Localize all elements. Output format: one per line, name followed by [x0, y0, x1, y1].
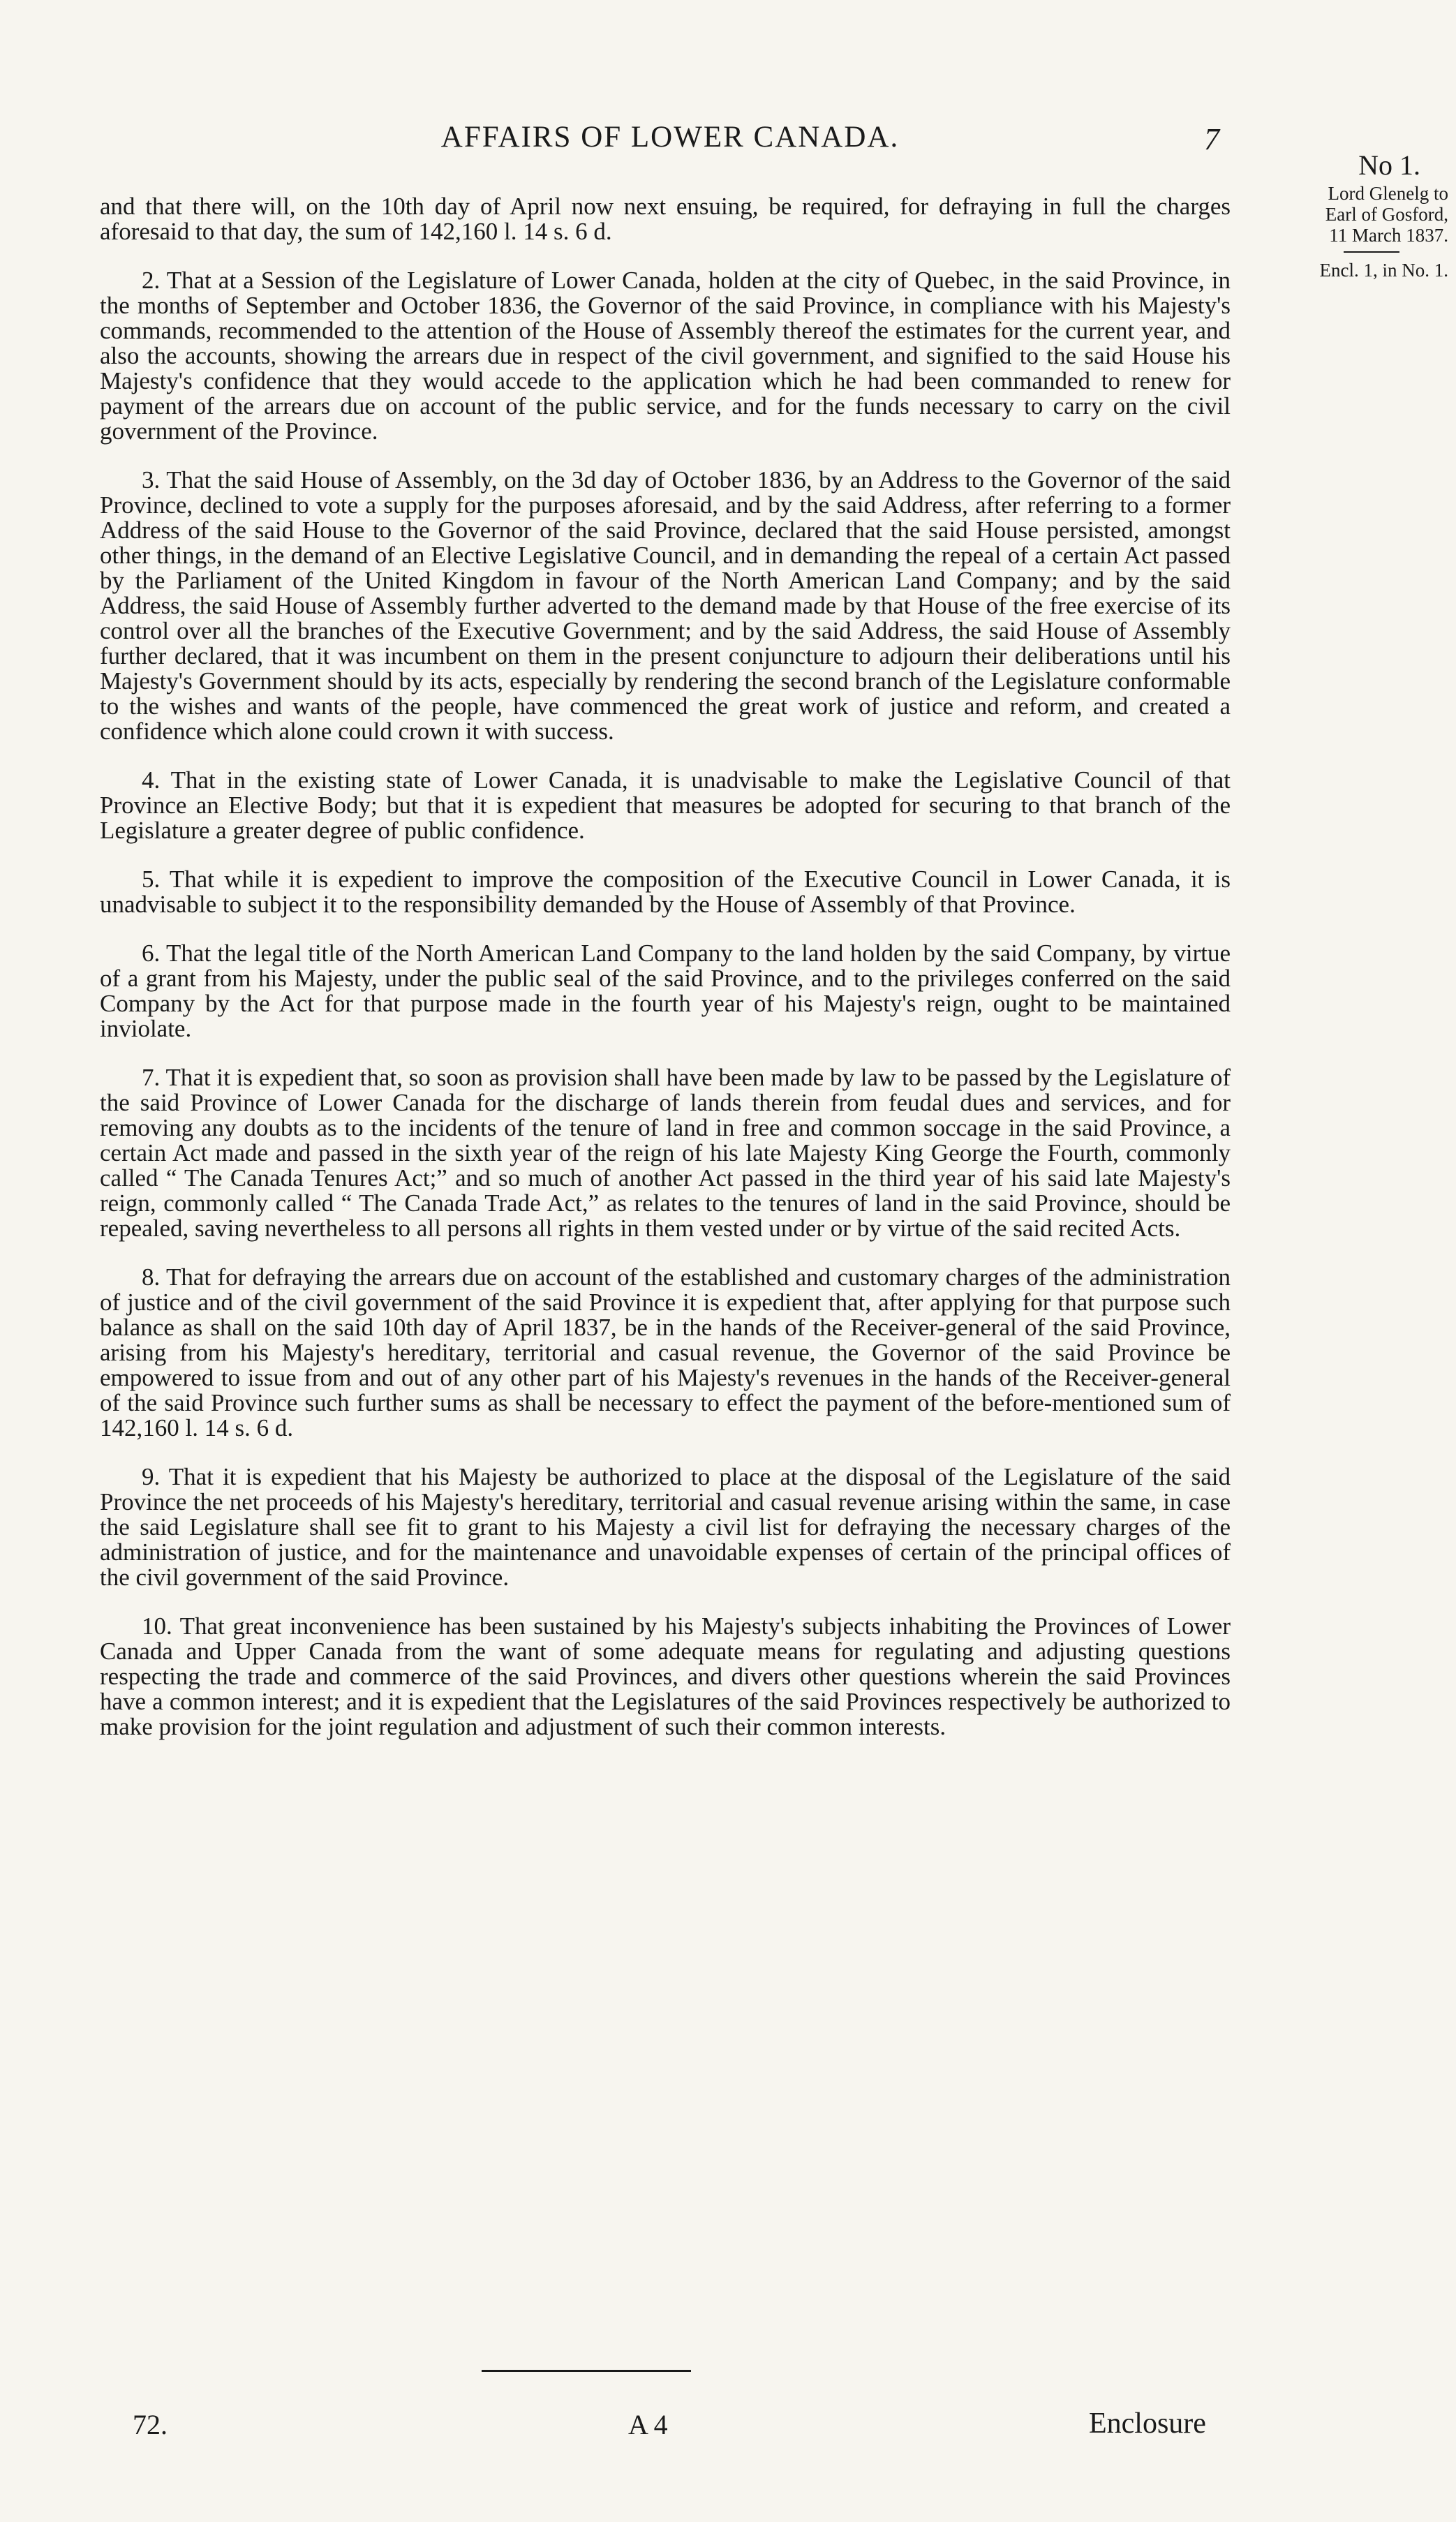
margin-note-from-to: Lord Glenelg to: [1328, 183, 1448, 204]
footer-catchword: Enclosure: [1089, 2408, 1206, 2440]
paragraph-7: 7. That it is expedient that, so soon as provision shall have been made by law to be passed by the Legislature of the said Province of Lower Canada for the discharge of lands therein from feudal dues and services, and for removing any doubts as to the incidents of the tenure of land in free and common soccage in the said Province, a certain Act made and passed in the sixth year of the reign of his late Majesty King George the Fourth, commonly called “ The Canada Tenures Act;” and so much of another Act passed in the third year of his said late Majesty's reign, commonly called “ The Canada Trade Act,” as relates to the tenures of land in the said Province, should be repealed, saving nevertheless to all persons all rights in them vested under or by virtue of the said recited Acts.: [100, 1064, 1231, 1242]
margin-note-date: 11 March 1837.: [1329, 225, 1448, 246]
page-number: 7: [1204, 122, 1219, 156]
end-rule: [482, 2370, 691, 2372]
paragraph-4: 4. That in the existing state of Lower Canada, it is unadvisable to make the Legislative Council of that Province an Elective Body; but that it is expedient that measures be adopted for securing to that branch of the Legislature a greater degree of public confidence.: [100, 766, 1231, 844]
paragraph-2: 2. That at a Session of the Legislature of Lower Canada, holden at the city of Quebec, in the said Province, in the months of September and October 1836, the Governor of the said Province, in compliance with his Majesty's commands, recommended to the attention of the House of Assembly thereof the estimates for the current year, and also the accounts, showing the arrears due in respect of the civil government, and signified to the said House his Majesty's confidence that they would accede to the application which he had been commanded to renew for payment of the arrears due on account of the public service, and for the funds necessary to carry on the civil government of the Province.: [100, 267, 1231, 445]
margin-note: [1239, 148, 1448, 281]
paragraph-10: 10. That great inconvenience has been sustained by his Majesty's subjects inhabiting the Provinces of Lower Canada and Upper Canada from the want of some adequate means for regulating and adjusting questions respecting the trade and commerce of the said Provinces, and divers other questions wherein the said Provinces have a common interest; and it is expedient that the Legislatures of the said Provinces respectively be authorized to make provision for the joint regulation and adjustment of such their common interests.: [100, 1612, 1231, 1740]
margin-note-divider: [1344, 251, 1399, 253]
margin-note-recipient: Earl of Gosford,: [1325, 204, 1448, 225]
margin-note-number: No 1.: [1358, 149, 1420, 181]
paragraph-8: 8. That for defraying the arrears due on account of the established and customary charges of the administration of justice and of the civil government of the said Province it is expedient that, after applying for that purpose such balance as shall on the said 10th day of April 1837, be in the hands of the Receiver-general of the said Province, arising from his Majesty's hereditary, territorial and casual revenue, the Governor of the said Province be empowered to issue from and out of any other part of his Majesty's revenues in the hands of the Receiver-general of the said Province such further sums as shall be necessary to effect the payment of the before-mentioned sum of 142,160 l. 14 s. 6 d.: [100, 1263, 1231, 1441]
document-body: [100, 194, 1231, 1763]
paragraph-6: 6. That the legal title of the North American Land Company to the land holden by the said Company, by virtue of a grant from his Majesty, under the public seal of the said Province, and to the privileges conferred on the said Company by the Act for that purpose made in the fourth year of his Majesty's reign, ought to be maintained inviolate.: [100, 940, 1231, 1042]
footer-left: 72.: [133, 2409, 168, 2440]
paragraph-continuation: and that there will, on the 10th day of April now next ensuing, be required, for defraying in full the charges aforesaid to that day, the sum of 142,160 l. 14 s. 6 d.: [100, 193, 1231, 245]
page-title: AFFAIRS OF LOWER CANADA.: [440, 121, 900, 154]
page-header: [0, 120, 1456, 162]
margin-note-enclosure: Encl. 1, in No. 1.: [1319, 260, 1448, 281]
footer-signature-mark: A 4: [628, 2409, 668, 2440]
paragraph-5: 5. That while it is expedient to improve the composition of the Executive Council in Lower Canada, it is unadvisable to subject it to the responsibility demanded by the House of Assembly of that Province.: [100, 866, 1231, 918]
paragraph-9: 9. That it is expedient that his Majesty be authorized to place at the disposal of the Legislature of the said Province the net proceeds of his Majesty's hereditary, territorial and casual revenue arising within the same, in case the said Legislature shall see fit to grant to his Majesty a civil list for defraying the necessary charges of the administration of justice, and for the maintenance and unavoidable expenses of certain of the principal offices of the civil government of the said Province.: [100, 1463, 1231, 1591]
paragraph-3: 3. That the said House of Assembly, on the 3d day of October 1836, by an Address to the Governor of the said Province, declined to vote a supply for the purposes aforesaid, and by the said Address, after referring to a former Address of the said House to the Governor of the said Province, declared that the said House persisted, amongst other things, in the demand of an Elective Legislative Council, and in demanding the repeal of a certain Act passed by the Parliament of the United Kingdom in favour of the North American Land Company; and by the said Address, the said House of Assembly further adverted to the demand made by that House of the free exercise of its control over all the branches of the Executive Government; and by the said Address, the said House of Assembly further declared, that it was incumbent on them in the present conjuncture to adjourn their deliberations until his Majesty's Government should by its acts, especially by rendering the second branch of the Legislature conformable to the wishes and wants of the people, have commenced the great work of justice and reform, and created a confidence which alone could crown it with success.: [100, 466, 1231, 745]
